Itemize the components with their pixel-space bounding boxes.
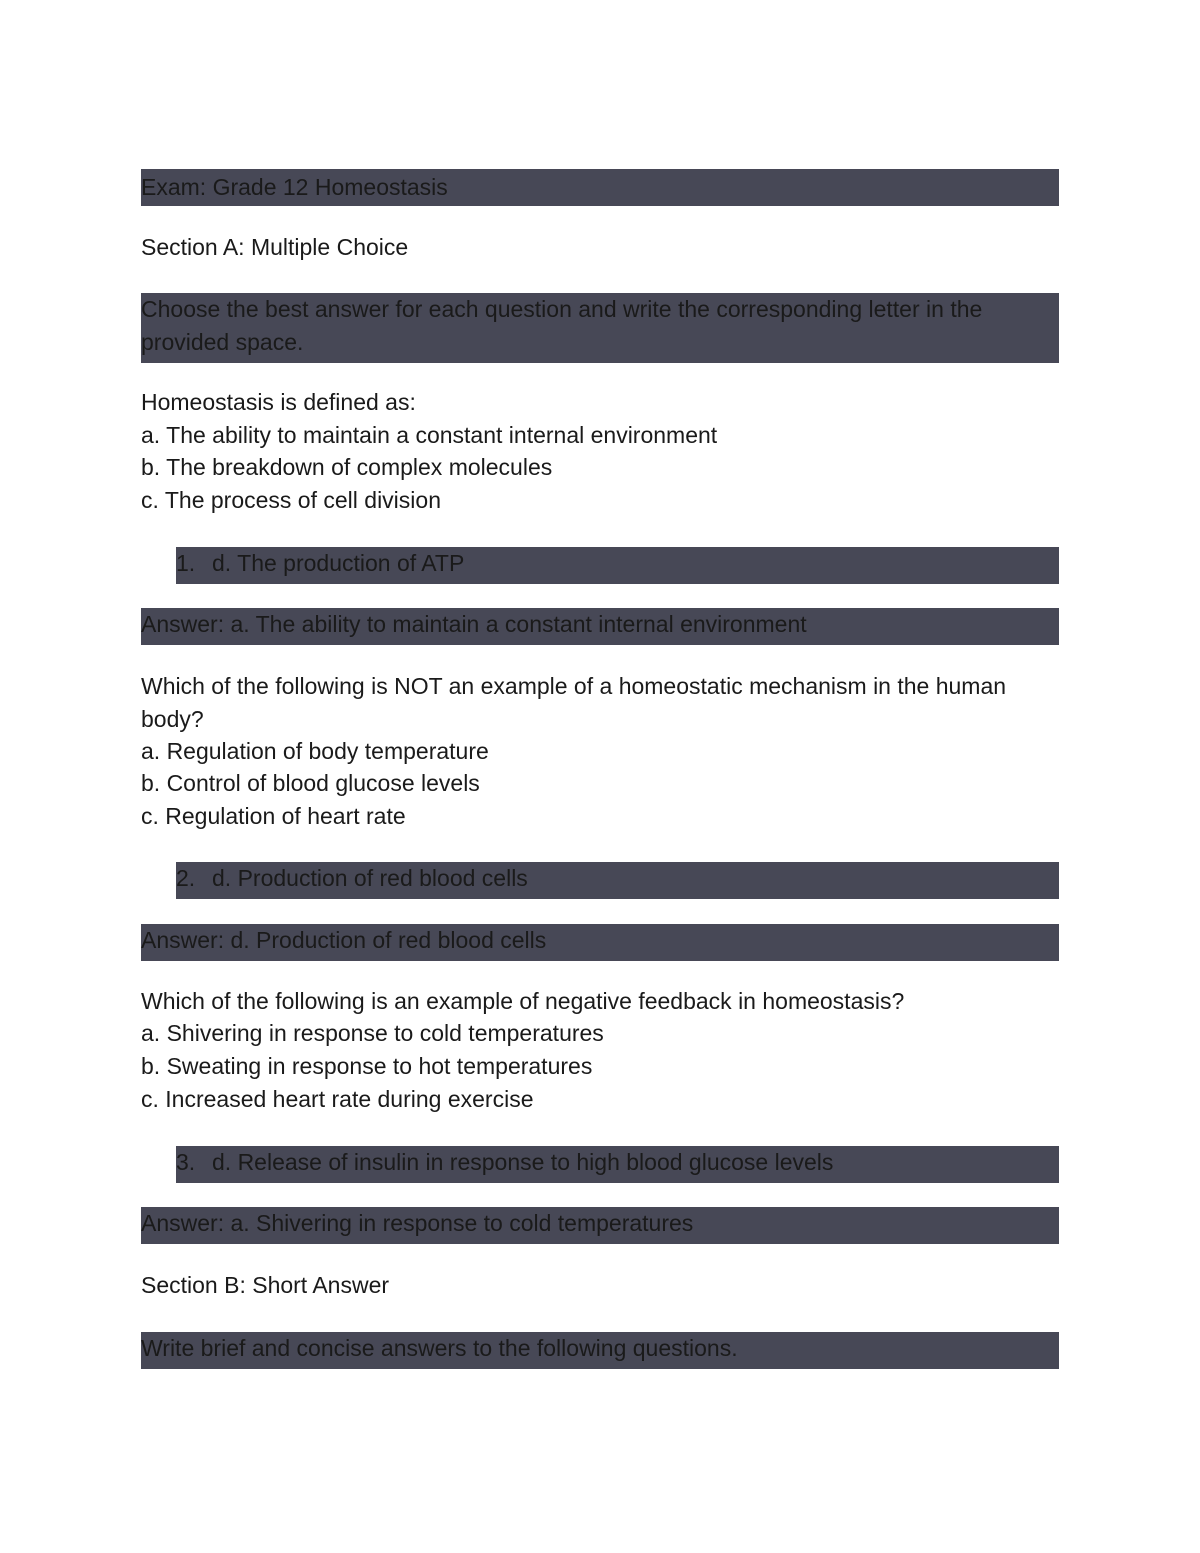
question-1-stem: Homeostasis is defined as:: [141, 389, 416, 415]
question-1-answer-text: Answer: a. The ability to maintain a constant internal environment: [141, 611, 807, 637]
question-2-option-d-text: d. Production of red blood cells: [212, 865, 528, 891]
question-3-option-c: c. Increased heart rate during exercise: [141, 1086, 534, 1112]
question-2-option-b: b. Control of blood glucose levels: [141, 770, 480, 796]
question-1-option-b: b. The breakdown of complex molecules: [141, 454, 553, 480]
question-3-answer: [141, 1207, 1059, 1244]
question-3-number: 3.: [176, 1149, 196, 1175]
question-3-option-b: b. Sweating in response to hot temperatures: [141, 1053, 593, 1079]
section-b-instructions: [141, 1332, 1059, 1369]
section-b-heading: Section B: Short Answer: [141, 1272, 390, 1298]
question-3-option-d-text: d. Release of insulin in response to high blood glucose levels: [212, 1149, 834, 1175]
question-3-option-d: [176, 1146, 1059, 1183]
question-1-option-d-text: d. The production of ATP: [212, 550, 465, 576]
question-1-answer: [141, 608, 1059, 645]
section-a-heading: Section A: Multiple Choice: [141, 234, 409, 260]
question-2-number: 2.: [176, 865, 196, 891]
question-3-answer-text: Answer: a. Shivering in response to cold temperatures: [141, 1210, 694, 1236]
question-2-answer: [141, 924, 1059, 961]
question-1-option-d: [176, 547, 1059, 584]
section-b-instructions-text: Write brief and concise answers to the following questions.: [141, 1335, 738, 1361]
section-a-instructions: [141, 293, 1059, 363]
question-2-answer-text: Answer: d. Production of red blood cells: [141, 927, 547, 953]
question-1-option-a: a. The ability to maintain a constant internal environment: [141, 422, 718, 448]
exam-title: [141, 169, 1059, 206]
question-1-option-c: c. The process of cell division: [141, 487, 441, 513]
question-2-option-c: c. Regulation of heart rate: [141, 803, 406, 829]
question-3-option-a: a. Shivering in response to cold temperatures: [141, 1020, 604, 1046]
question-2-option-d: [176, 862, 1059, 899]
question-2-stem: Which of the following is NOT an example of a homeostatic mechanism in the human body?: [141, 673, 1007, 732]
question-3-stem: Which of the following is an example of negative feedback in homeostasis?: [141, 988, 905, 1014]
section-a-instructions-text: Choose the best answer for each question and write the corresponding letter in the provided space.: [141, 296, 983, 355]
exam-title-text: Exam: Grade 12 Homeostasis: [141, 174, 448, 200]
question-2-option-a: a. Regulation of body temperature: [141, 738, 489, 764]
question-1-number: 1.: [176, 550, 196, 576]
